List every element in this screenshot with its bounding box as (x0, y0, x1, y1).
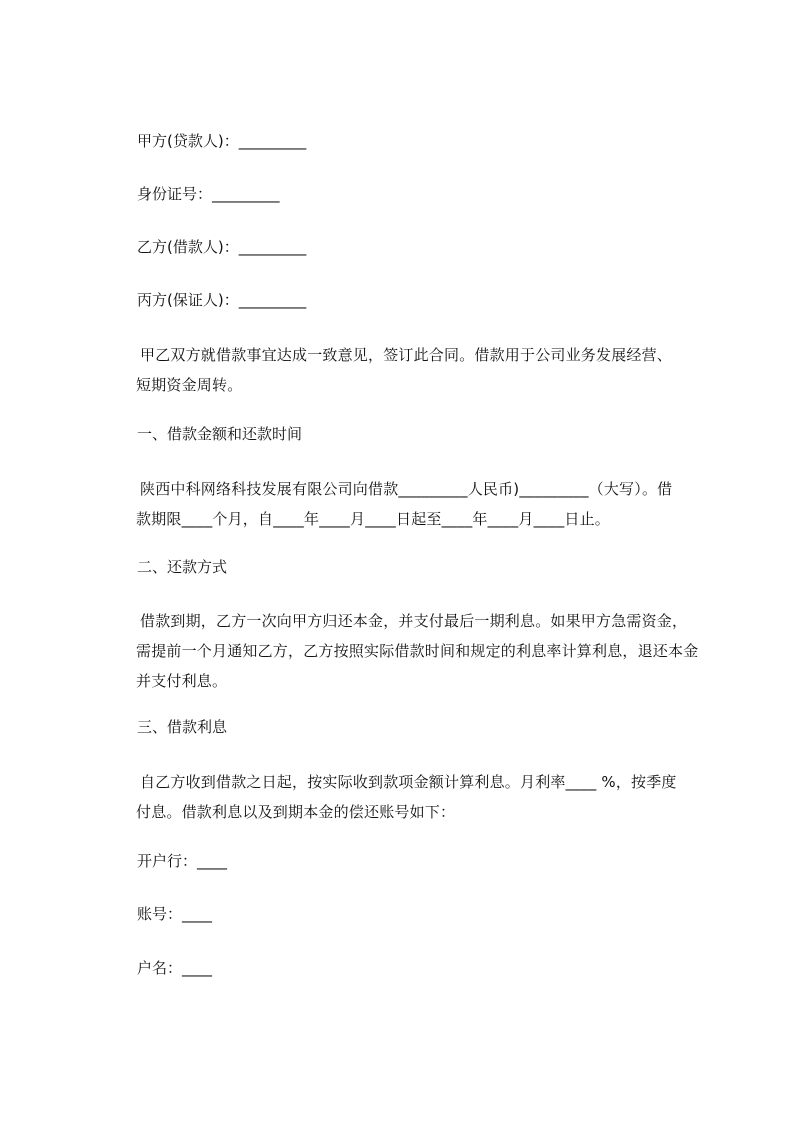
intro-line-1: 甲乙双方就借款事宜达成一致意见，签订此合同。借款用于公司业务发展经营、 (140, 346, 673, 364)
section-1-line-1: 陕西中科网络科技发展有限公司向借款_________人民币)_________（大写）。借 (140, 480, 673, 498)
section-1-title: 一、借款金额和还款时间 (137, 425, 303, 443)
intro-line-2: 短期资金周转。 (136, 376, 243, 394)
guarantor-field: 丙方(保证人)：_________ (137, 291, 307, 309)
section-2-title: 二、还款方式 (137, 558, 228, 576)
id-number-field: 身份证号：_________ (137, 185, 280, 203)
section-3-title: 三、借款利息 (137, 718, 228, 736)
account-name-field: 户名：____ (137, 959, 213, 977)
lender-field: 甲方(贷款人)：_________ (137, 132, 307, 150)
section-3-paragraph (136, 767, 706, 827)
section-2-line-3: 并支付利息。 (136, 672, 228, 690)
bank-field: 开户行：____ (137, 852, 228, 870)
section-3-line-2: 付息。借款利息以及到期本金的偿还账号如下： (136, 803, 456, 821)
section-1-paragraph (136, 474, 706, 534)
account-number-field: 账号：____ (137, 905, 213, 923)
section-2-paragraph (136, 606, 706, 696)
section-2-line-1: 借款到期，乙方一次向甲方归还本金，并支付最后一期利息。如果甲方急需资金， (140, 612, 688, 630)
section-1-line-2: 款期限____个月，自____年____月____日起至____年____月____日止。 (136, 510, 611, 528)
borrower-field: 乙方(借款人)：_________ (137, 238, 307, 256)
intro-paragraph (136, 340, 706, 400)
section-3-line-1: 自乙方收到借款之日起，按实际收到款项金额计算利息。月利率____ %，按季度 (140, 773, 677, 791)
section-2-line-2: 需提前一个月通知乙方，乙方按照实际借款时间和规定的利息率计算利息，退还本金 (136, 642, 699, 660)
